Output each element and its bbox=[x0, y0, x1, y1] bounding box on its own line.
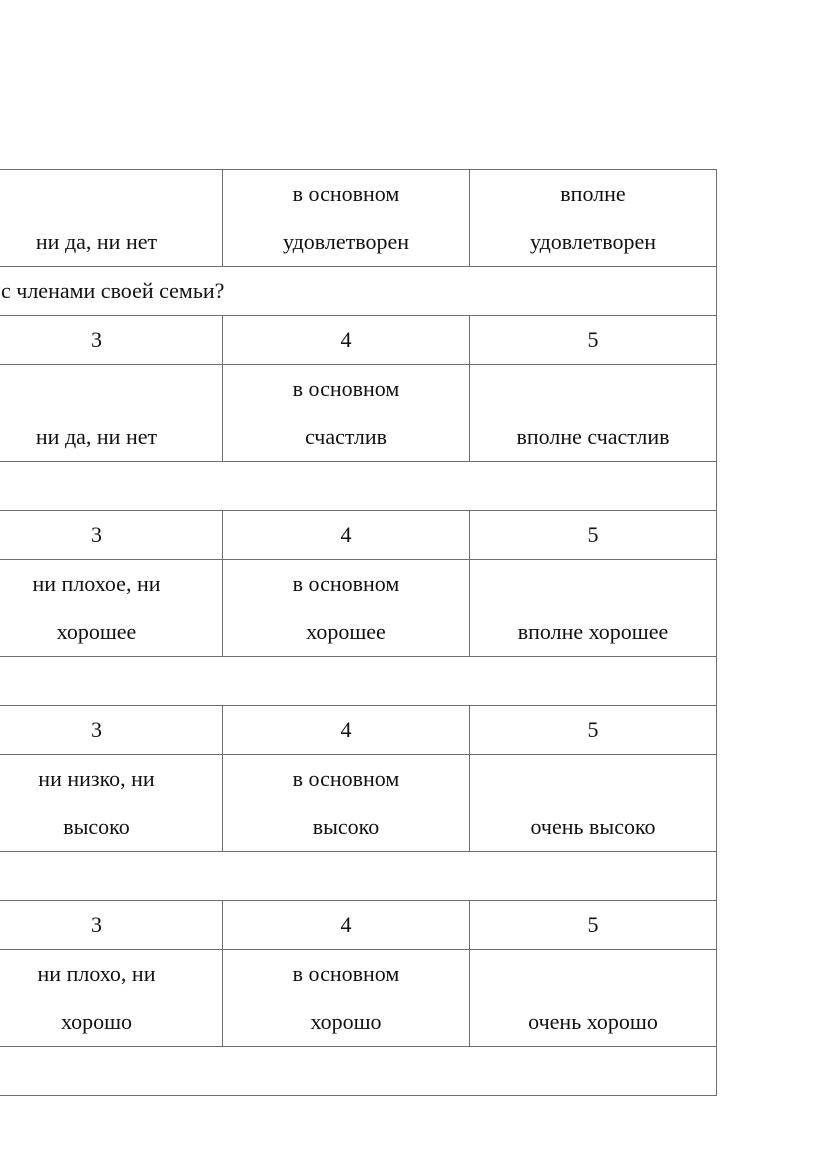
question-cell bbox=[0, 1047, 717, 1096]
question-row bbox=[0, 267, 717, 316]
score-cell: 4 bbox=[223, 511, 470, 560]
score-cell: 4 bbox=[223, 316, 470, 365]
question-cell bbox=[0, 852, 717, 901]
score-cell: 3 bbox=[0, 706, 223, 755]
score-cell: 5 bbox=[470, 901, 717, 950]
label-cell: в основном высоко bbox=[223, 755, 470, 852]
question-cell bbox=[0, 657, 717, 706]
label-row bbox=[0, 755, 717, 852]
question-row bbox=[0, 657, 717, 706]
label-cell: вполне удовлетворен bbox=[470, 170, 717, 267]
score-cell: 4 bbox=[223, 706, 470, 755]
label-cell: в основном удовлетворен bbox=[223, 170, 470, 267]
score-cell: 4 bbox=[223, 901, 470, 950]
label-cell: ни плохое, ни хорошее bbox=[0, 560, 223, 657]
score-cell: 3 bbox=[0, 901, 223, 950]
score-cell: 5 bbox=[470, 316, 717, 365]
question-cell bbox=[0, 267, 717, 316]
survey-table bbox=[0, 169, 717, 1096]
score-cell: 5 bbox=[470, 706, 717, 755]
question-row bbox=[0, 1047, 717, 1096]
question-text: с членами своей семьи? bbox=[1, 278, 225, 303]
label-cell: очень хорошо bbox=[470, 950, 717, 1047]
label-cell: ни низко, ни высоко bbox=[0, 755, 223, 852]
label-cell: вполне хорошее bbox=[470, 560, 717, 657]
label-cell: ни да, ни нет bbox=[0, 170, 223, 267]
label-cell: в основном счастлив bbox=[223, 365, 470, 462]
label-cell: в основном хорошо bbox=[223, 950, 470, 1047]
score-cell: 5 bbox=[470, 511, 717, 560]
label-cell: ни плохо, ни хорошо bbox=[0, 950, 223, 1047]
label-row bbox=[0, 170, 717, 267]
score-row bbox=[0, 316, 717, 365]
label-row bbox=[0, 560, 717, 657]
score-cell: 3 bbox=[0, 316, 223, 365]
label-cell: ни да, ни нет bbox=[0, 365, 223, 462]
question-row bbox=[0, 852, 717, 901]
score-row bbox=[0, 706, 717, 755]
label-cell: вполне счастлив bbox=[470, 365, 717, 462]
score-row bbox=[0, 511, 717, 560]
question-row bbox=[0, 462, 717, 511]
question-cell bbox=[0, 462, 717, 511]
score-cell: 3 bbox=[0, 511, 223, 560]
label-cell: в основном хорошее bbox=[223, 560, 470, 657]
label-row bbox=[0, 365, 717, 462]
label-row bbox=[0, 950, 717, 1047]
label-cell: очень высоко bbox=[470, 755, 717, 852]
score-row bbox=[0, 901, 717, 950]
